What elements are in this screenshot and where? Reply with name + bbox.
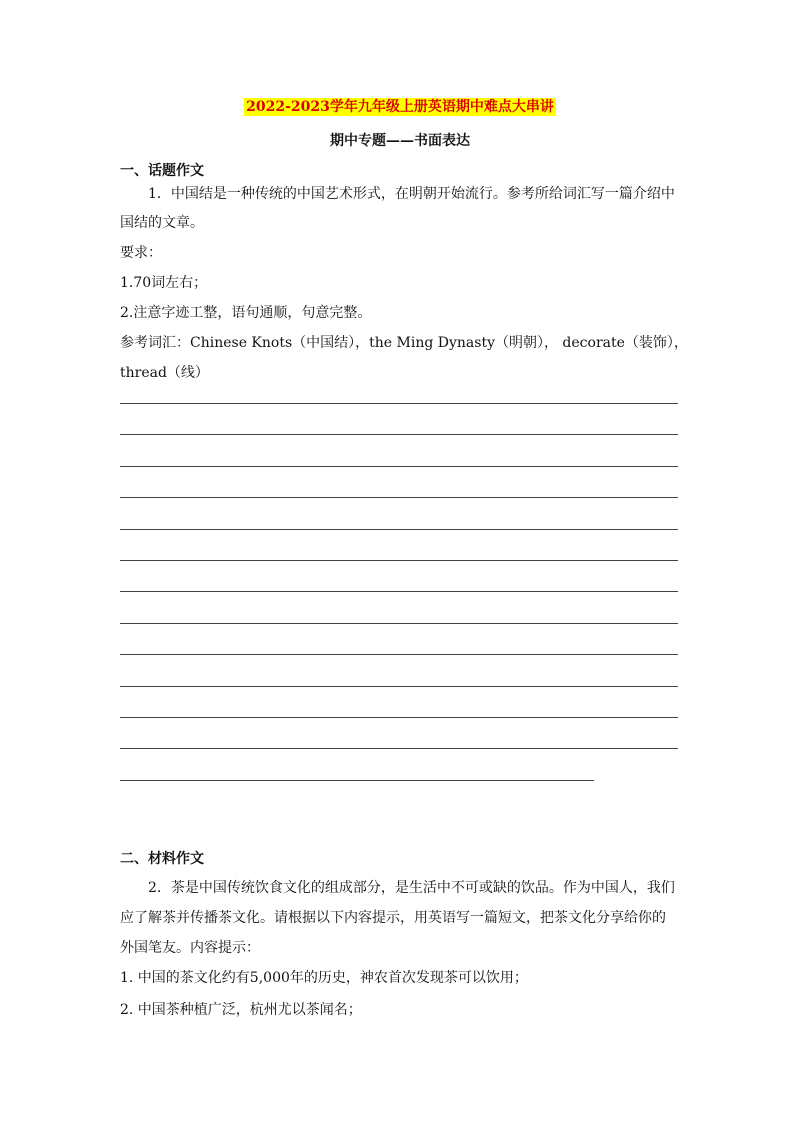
answer-line[interactable] — [120, 686, 678, 687]
answer-line[interactable] — [120, 466, 678, 467]
answer-line[interactable] — [120, 434, 678, 435]
question2-text-cont: 外国笔友。内容提示： — [120, 940, 260, 956]
reference-vocab: 参考词汇：Chinese Knots（中国结），the Ming Dynasty（明朝）， decorate（装饰）， — [120, 335, 688, 351]
answer-line[interactable] — [120, 403, 678, 404]
requirement-2: 2.注意字迹工整，语句通顺，句意完整。 — [120, 305, 372, 321]
question1-text-cont: 国结的文章。 — [120, 215, 204, 231]
answer-line[interactable] — [120, 497, 678, 498]
document-title: 2022-2023学年九年级上册英语期中难点大串讲 — [246, 99, 554, 115]
content-point-1: 1. 中国的茶文化约有5,000年的历史，神农首次发现茶可以饮用； — [120, 970, 528, 986]
question2-text-cont: 应了解茶并传播茶文化。请根据以下内容提示，用英语写一篇短文，把茶文化分享给你的 — [120, 910, 666, 926]
content-point-2: 2. 中国茶种植广泛，杭州尤以茶闻名； — [120, 1002, 362, 1018]
requirement-1: 1.70词左右； — [120, 275, 208, 291]
document-subtitle: 期中专题——书面表达 — [330, 133, 470, 149]
answer-line[interactable] — [120, 780, 594, 781]
section2-heading: 二、材料作文 — [120, 851, 204, 867]
section1-heading: 一、话题作文 — [120, 163, 204, 179]
answer-line[interactable] — [120, 717, 678, 718]
answer-line[interactable] — [120, 529, 678, 530]
question1-text: 1．中国结是一种传统的中国艺术形式，在明朝开始流行。参考所给词汇写一篇介绍中 — [148, 186, 675, 202]
question2-text: 2．茶是中国传统饮食文化的组成部分，是生活中不可或缺的饮品。作为中国人，我们 — [148, 880, 675, 896]
requirements-label: 要求： — [120, 245, 162, 261]
reference-vocab-cont: thread（线） — [120, 365, 209, 381]
answer-line[interactable] — [120, 748, 678, 749]
answer-line[interactable] — [120, 560, 678, 561]
answer-line[interactable] — [120, 654, 678, 655]
answer-line[interactable] — [120, 591, 678, 592]
answer-line[interactable] — [120, 623, 678, 624]
